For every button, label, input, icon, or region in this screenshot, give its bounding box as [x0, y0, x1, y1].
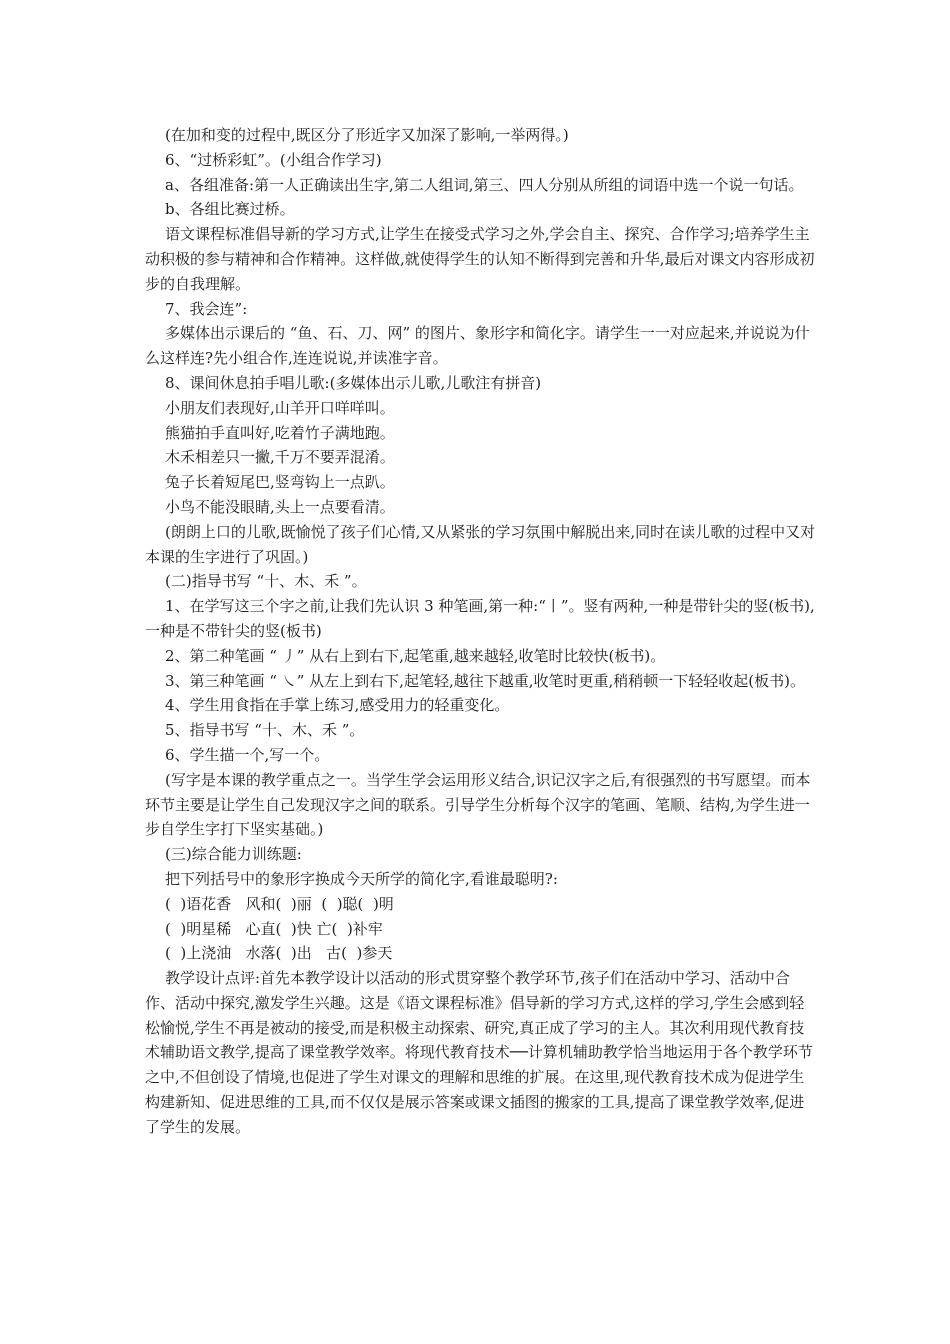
paragraph-stroke-1: 1、在学写这三个字之前,让我们先认识 3 种笔画,第一种:“丨”。竖有两种,一种是带针尖的竖(板书),一种是不带针尖的竖(板书) [145, 597, 815, 640]
song-line-5: 小鸟不能没眼睛,头上一点要看清。 [165, 497, 395, 516]
paragraph-step-6a: a、各组准备:第一人正确读出生字,第二人组词,第三、四人分别从所组的词语中选一个说一句话。 [165, 175, 804, 194]
paragraph-note-1: (在加和变的过程中,既区分了形近字又加深了影响,一举两得。) [165, 126, 569, 144]
paragraph-step-6b: b、各组比赛过桥。 [165, 200, 295, 219]
exercise-row-3: ( )上浇油 水落( )出 古( )参天 [165, 944, 393, 963]
song-line-2: 熊猫拍手直叫好,吃着竹子满地跑。 [165, 423, 395, 442]
section-heading-2: (二)指导书写 “十、木、禾 ”。 [165, 572, 367, 591]
paragraph-step-8: 8、课间休息拍手唱儿歌:(多媒体出示儿歌,儿歌注有拼音) [165, 373, 542, 392]
exercise-instruction: 把下列括号中的象形字换成今天所学的简化字,看谁最聪明?: [165, 869, 558, 888]
exercise-row-2: ( )明星稀 心直( )快 亡( )补牢 [165, 919, 383, 938]
paragraph-step-6: 6、“过桥彩虹”。(小组合作学习) [165, 150, 382, 169]
paragraph-step-7-detail: 多媒体出示课后的 “鱼、石、刀、网” 的图片、象形字和简化字。请学生一一对应起来,并说说为什么这样连?先小组合作,连连说说,并读准字音。 [145, 324, 810, 368]
paragraph-stroke-2: 2、第二种笔画 “ 丿” 从右上到右下,起笔重,越来越轻,收笔时比较快(板书)。 [165, 646, 666, 665]
exercise-row-1: ( )语花香 风和( )丽 ( )聪( )明 [165, 894, 394, 913]
song-line-3: 木禾相差只一撇,千万不要弄混淆。 [165, 448, 395, 467]
song-line-1: 小朋友们表现好,山羊开口咩咩叫。 [165, 398, 395, 417]
paragraph-step-7: 7、我会连”: [165, 299, 248, 318]
paragraph-stroke-3: 3、第三种笔画 “ ㇏” 从左上到右下,起笔轻,越往下越重,收笔时更重,稍稍顿一下轻轻收起(板书)。 [165, 671, 805, 690]
paragraph-note-3: (写字是本课的教学重点之一。当学生学会运用形义结合,识记汉字之后,有很强烈的书写愿望。而本环节主要是让学生自己发现汉字之间的联系。引导学生分析每个汉字的笔画、笔顺、结构,为学生进一步自学生字打下坚实基础。) [145, 770, 811, 839]
paragraph-stroke-6: 6、学生描一个,写一个。 [165, 745, 330, 764]
paragraph-stroke-4: 4、学生用食指在手掌上练习,感受用力的轻重变化。 [165, 696, 510, 715]
document-page [145, 123, 817, 1140]
paragraph-review: 教学设计点评:首先本教学设计以活动的形式贯穿整个教学环节,孩子们在活动中学习、活动中合作、活动中探究,激发学生兴趣。这是《语文课程标准》倡导新的学习方式,这样的学习,学生会感到轻松愉悦,学生不再是被动的接受,而是积极主动探索、研究,真正成了学习的主人。其次利用现代教育技术辅助语文教学,提高了课堂教学效率。将现代教育技术──计算机辅助教学恰当地运用于各个教学环节之中,不但创设了情境,也促进了学生对课文的理解和思维的扩展。在这里,现代教育技术成为促进学生构建新知、促进思维的工具,而不仅仅是展示答案或课文插图的搬家的工具,提高了课堂教学效率,促进了学生的发展。 [145, 969, 813, 1136]
paragraph-comment-1: 语文课程标准倡导新的学习方式,让学生在接受式学习之外,学会自主、探究、合作学习;培养学生主动积极的参与精神和合作精神。这样做,就使得学生的认知不断得到完善和升华,最后对课文内容形成初步的自我理解。 [145, 225, 815, 293]
song-line-4: 兔子长着短尾巴,竖弯钩上一点趴。 [165, 473, 395, 492]
section-heading-3: (三)综合能力训练题: [165, 845, 302, 864]
paragraph-note-2: (朗朗上口的儿歌,既愉悦了孩子们心情,又从紧张的学习氛围中解脱出来,同时在读儿歌的过程中又对本课的生字进行了巩固。) [145, 522, 816, 566]
paragraph-stroke-5: 5、指导书写 “十、木、禾 ”。 [165, 721, 365, 740]
